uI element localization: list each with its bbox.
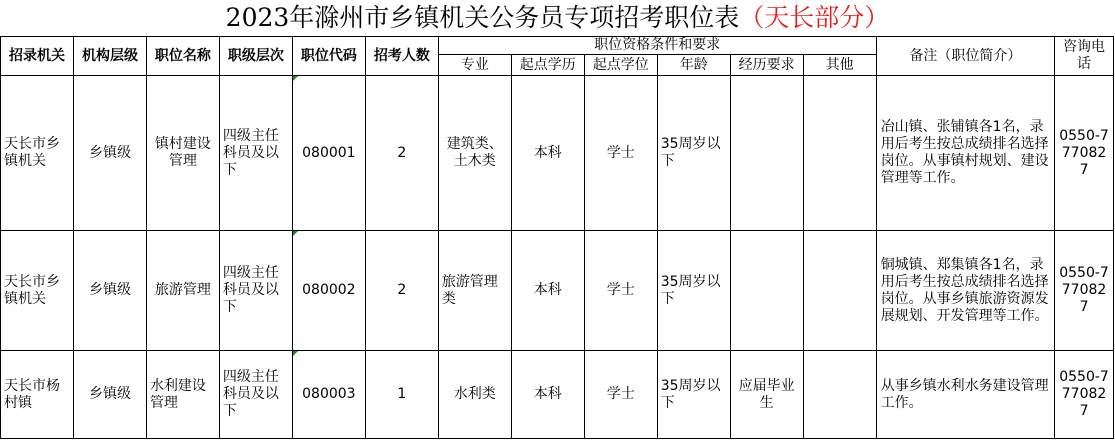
header-agency: 招录机关: [1, 37, 74, 76]
table-row: [1, 351, 1114, 439]
header-position-name: 职位名称: [146, 37, 219, 76]
cell-degree: 学士: [584, 76, 657, 231]
table-row: [1, 231, 1114, 351]
positions-table: [0, 36, 1114, 439]
cell-position-name: 旅游管理: [146, 231, 219, 351]
cell-degree: 学士: [584, 231, 657, 351]
cell-count: 2: [365, 231, 438, 351]
cell-count: 1: [365, 351, 438, 439]
header-row-1: [1, 37, 1114, 55]
cell-phone: 0550-7770827: [1055, 231, 1114, 351]
header-experience: 经历要求: [730, 55, 803, 76]
header-rank: 职级层次: [219, 37, 292, 76]
cell-remarks: 铜城镇、郑集镇各1名，录用后考生按总成绩排名选择岗位。从事乡镇旅游资源发展规划、开发管理等工作。: [876, 231, 1054, 351]
header-requirements-group: 职位资格条件和要求: [438, 37, 876, 55]
cell-major: 旅游管理类: [438, 231, 511, 351]
header-code: 职位代码: [292, 37, 365, 76]
cell-level: 乡镇级: [73, 351, 146, 439]
header-degree: 起点学位: [584, 55, 657, 76]
cell-level: 乡镇级: [73, 231, 146, 351]
cell-other: [803, 231, 876, 351]
page-title: [0, 0, 1115, 34]
cell-count: 2: [365, 76, 438, 231]
cell-age: 35周岁以下: [657, 231, 730, 351]
header-age: 年龄: [657, 55, 730, 76]
title-main: 2023年滁州市乡镇机关公务员专项招考职位表: [225, 3, 740, 32]
cell-agency: 天长市杨村镇: [1, 351, 74, 439]
cell-agency: 天长市乡镇机关: [1, 231, 74, 351]
cell-age: 35周岁以下: [657, 351, 730, 439]
cell-rank: 四级主任科员及以下: [219, 351, 292, 439]
cell-code: 080001: [292, 76, 365, 231]
cell-rank: 四级主任科员及以下: [219, 76, 292, 231]
cell-experience: [730, 76, 803, 231]
header-education: 起点学历: [511, 55, 584, 76]
cell-experience: [730, 231, 803, 351]
cell-remarks: 从事乡镇水利水务建设管理工作。: [876, 351, 1054, 439]
header-phone: 咨询电话: [1055, 37, 1114, 76]
cell-major: 水利类: [438, 351, 511, 439]
cell-other: [803, 351, 876, 439]
header-count: 招考人数: [365, 37, 438, 76]
header-major: 专业: [438, 55, 511, 76]
header-level: 机构层级: [73, 37, 146, 76]
cell-phone: 0550-7770827: [1055, 351, 1114, 439]
cell-remarks: 冶山镇、张铺镇各1名，录用后考生按总成绩排名选择岗位。从事镇村规划、建设管理等工作。: [876, 76, 1054, 231]
cell-education: 本科: [511, 231, 584, 351]
cell-other: [803, 76, 876, 231]
cell-code: 080002: [292, 231, 365, 351]
header-remarks: 备注（职位简介）: [876, 37, 1054, 76]
cell-rank: 四级主任科员及以下: [219, 231, 292, 351]
cell-level: 乡镇级: [73, 76, 146, 231]
cell-education: 本科: [511, 351, 584, 439]
cell-agency: 天长市乡镇机关: [1, 76, 74, 231]
cell-position-name: 镇村建设管理: [146, 76, 219, 231]
title-subtitle: （天长部分）: [739, 3, 890, 32]
cell-phone: 0550-7770827: [1055, 76, 1114, 231]
cell-degree: 学士: [584, 351, 657, 439]
table-row: [1, 76, 1114, 231]
cell-age: 35周岁以下: [657, 76, 730, 231]
cell-position-name: 水利建设管理: [146, 351, 219, 439]
cell-education: 本科: [511, 76, 584, 231]
cell-code: 080003: [292, 351, 365, 439]
cell-major: 建筑类、土木类: [438, 76, 511, 231]
header-other: 其他: [803, 55, 876, 76]
cell-experience: 应届毕业生: [730, 351, 803, 439]
